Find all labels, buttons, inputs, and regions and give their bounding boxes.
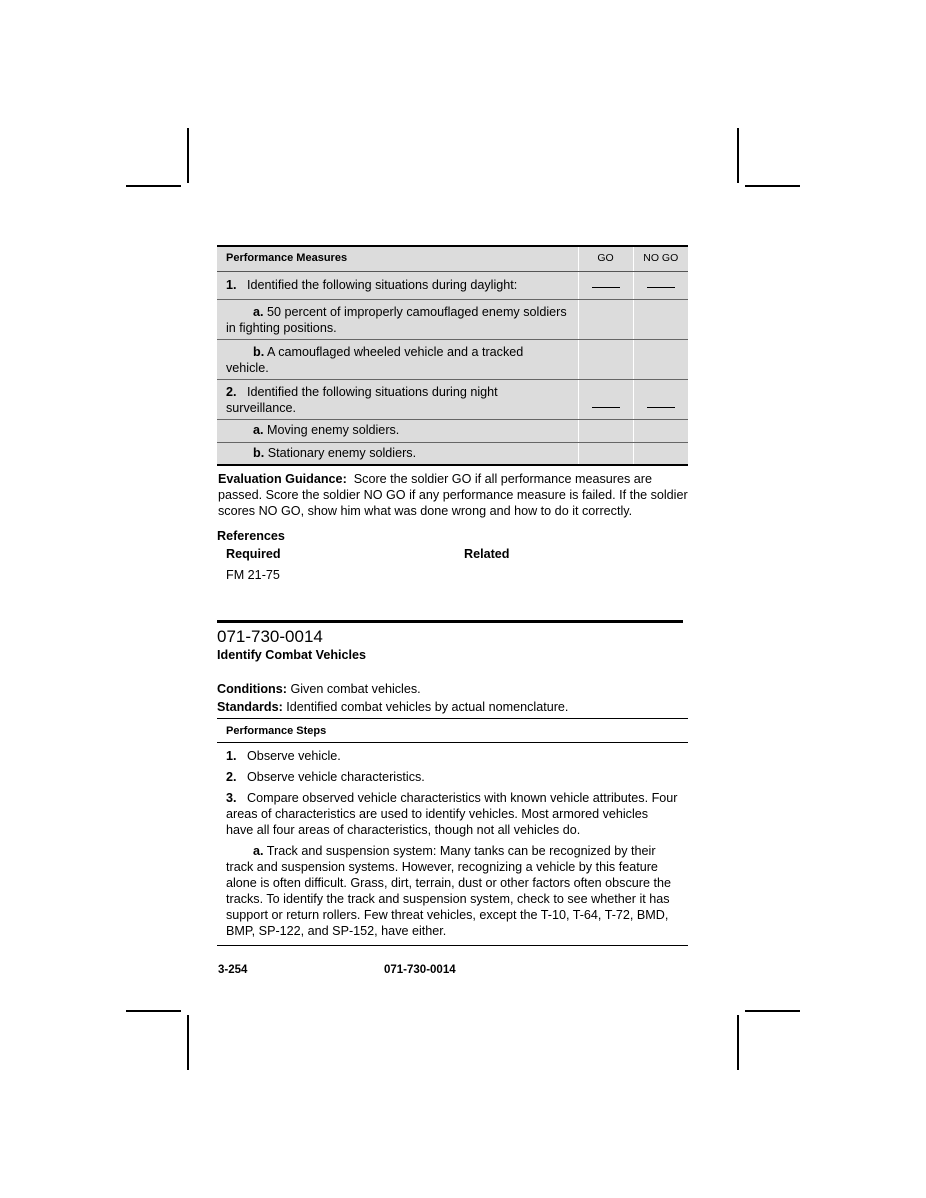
table-row [217, 380, 688, 420]
performance-steps [217, 743, 688, 946]
nogo-blank[interactable] [647, 287, 675, 288]
required-label: Required [226, 547, 281, 561]
table-row [217, 420, 688, 443]
crop-mark-bottom-left-horizontal [126, 1010, 181, 1012]
measure-text: A camouflaged wheeled vehicle and a tracked vehicle. [226, 345, 524, 375]
measure-letter: a. [253, 423, 264, 437]
crop-mark-top-left-horizontal [126, 185, 181, 187]
nogo-header: NO GO [633, 246, 688, 272]
standards-label: Standards: [217, 700, 283, 714]
go-blank[interactable] [592, 407, 620, 408]
step-item [226, 843, 678, 939]
go-header: GO [578, 246, 633, 272]
step-item [226, 748, 678, 764]
measure-letter: b. [253, 345, 265, 359]
evaluation-guidance [217, 471, 688, 519]
step-number: 2. [226, 770, 237, 784]
measure-number: 2. [226, 385, 237, 399]
measure-letter: a. [253, 305, 264, 319]
measure-number: 1. [226, 278, 237, 292]
measure-text: 50 percent of improperly camouflaged enemy soldiers in fighting positions. [226, 305, 567, 335]
page-number: 3-254 [218, 964, 248, 976]
step-number: 3. [226, 791, 237, 805]
nogo-blank[interactable] [647, 407, 675, 408]
crop-mark-bottom-right-vertical [737, 1015, 739, 1070]
table-row [217, 272, 688, 300]
crop-mark-top-left-vertical [187, 128, 189, 183]
related-label: Related [464, 547, 510, 561]
evaluation-label: Evaluation Guidance: [218, 472, 347, 486]
go-blank[interactable] [592, 287, 620, 288]
table-row [217, 300, 688, 340]
step-item [226, 769, 678, 785]
task-number: 071-730-0014 [217, 627, 323, 646]
measure-text: Stationary enemy soldiers. [267, 445, 417, 460]
table-row [217, 340, 688, 380]
step-text: Compare observed vehicle characteristics with known vehicle attributes. Four areas of characteristics are used to identify vehicles. Most armored vehicles have all four areas of characteristics, though not all vehicles do. [226, 791, 678, 837]
evaluation-text: Score the soldier GO if all performance measures are passed. Score the soldier NO GO if any performance measure is failed. If the soldier scores NO GO, show him what was done wrong and how to do it correctly. [218, 472, 688, 518]
crop-mark-bottom-left-vertical [187, 1015, 189, 1070]
crop-mark-bottom-right-horizontal [745, 1010, 800, 1012]
measure-text: Moving enemy soldiers. [267, 423, 400, 437]
performance-steps-header: Performance Steps [217, 718, 688, 743]
step-text: Observe vehicle characteristics. [247, 770, 425, 784]
task-title: Identify Combat Vehicles [217, 648, 367, 662]
table-row [217, 442, 688, 465]
standards [217, 700, 688, 714]
step-letter: a. [253, 844, 264, 858]
crop-mark-top-right-vertical [737, 128, 739, 183]
references-labels [217, 547, 688, 567]
task-divider [217, 620, 683, 623]
standards-text: Identified combat vehicles by actual nomenclature. [286, 700, 569, 714]
conditions [217, 682, 688, 696]
table-header-row [217, 246, 688, 272]
step-number: 1. [226, 749, 237, 763]
page-content [217, 245, 688, 980]
conditions-label: Conditions: [217, 682, 287, 696]
footer-task-number: 071-730-0014 [384, 964, 456, 976]
step-text: Observe vehicle. [247, 749, 341, 763]
references-title: References [217, 529, 285, 543]
measure-text: Identified the following situations during daylight: [247, 278, 518, 292]
performance-measures-table [217, 245, 688, 466]
step-text: Track and suspension system: Many tanks can be recognized by their track and suspension systems. However, recognizing a vehicle by this feature alone is often difficult. Grass, dirt, terrain, dust or other factors often obscure the tracks. To identify the track and suspension system, check to see whether it has support or return rollers. Few threat vehicles, except the T-10, T-64, T-72, BMD, BMP, SP-122, and SP-152, have either. [226, 844, 671, 938]
measure-text: Identified the following situations during night surveillance. [226, 385, 498, 415]
measure-letter: b. [253, 445, 265, 460]
required-reference: FM 21-75 [226, 568, 280, 582]
conditions-text: Given combat vehicles. [290, 682, 421, 696]
measures-header: Performance Measures [217, 246, 578, 272]
crop-mark-top-right-horizontal [745, 185, 800, 187]
step-item [226, 790, 678, 838]
page-footer [217, 964, 688, 980]
